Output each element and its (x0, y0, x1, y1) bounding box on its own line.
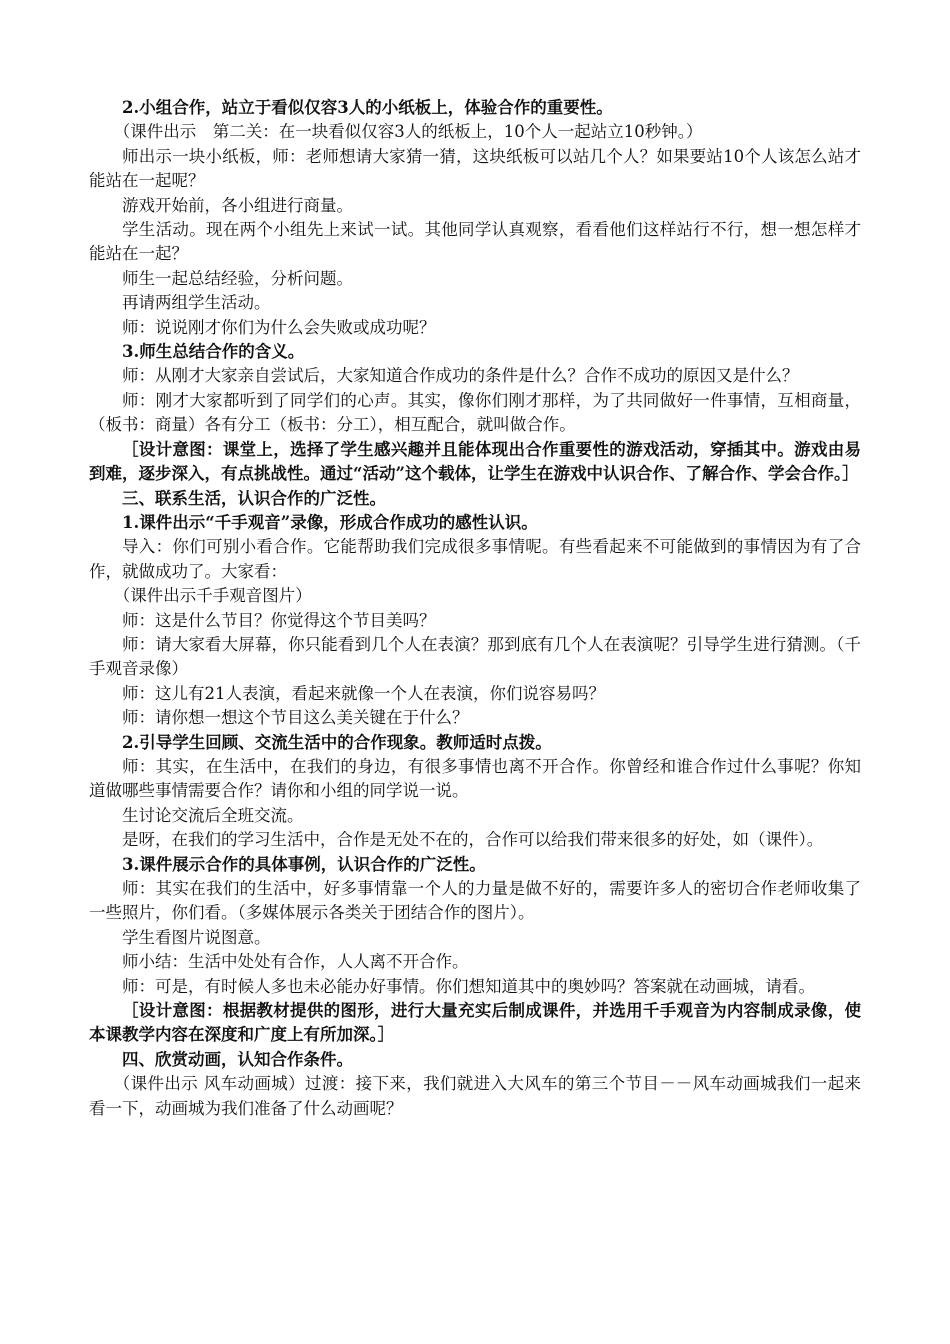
paragraph: 师：这是什么节目？你觉得这个节目美吗？ (122, 610, 436, 630)
paragraph: 师：其实，在生活中，在我们的身边，有很多事情也离不开合作。你曾经和谁合作过什么事呢？你知道做哪些事情需要合作？请你和小组的同学说一说。 (89, 756, 861, 801)
paragraph: 学生看图片说图意。 (122, 927, 271, 947)
paragraph: 导入：你们可别小看合作。它能帮助我们完成很多事情呢。有些看起来不可能做到的事情因为有了合作，就做成功了。大家看： (89, 537, 861, 581)
paragraph: （课件出示 风车动画城）过渡：接下来，我们就进入大风车的第三个节目－－风车动画城我们一起来看一下，动画城为我们准备了什么动画呢？ (89, 1074, 861, 1118)
heading-cooperation-meaning: 3.师生总结合作的含义。 (122, 342, 305, 362)
paragraph: 师：其实在我们的生活中，好多事情靠一个人的力量是做不好的，需要许多人的密切合作老师收集了一些照片，你们看。（多媒体展示各类关于团结合作的图片）。 (89, 879, 861, 923)
paragraph: 师：可是，有时候人多也未必能办好事情。你们想知道其中的奥妙吗？答案就在动画城，请看。 (122, 976, 815, 996)
paragraph: 师：请你想一想这个节目这么美关键在于什么？ (122, 708, 469, 728)
paragraph: 师：这儿有21人表演，看起来就像一个人在表演，你们说容易吗？ (122, 683, 605, 703)
design-intent-note: ［设计意图：根据教材提供的图形，进行大量充实后制成课件，并选用千手观音为内容制成录像，使本课教学内容在深度和广度上有所加深。］ (89, 1001, 861, 1045)
paragraph: 游戏开始前，各小组进行商量。 (122, 195, 353, 215)
section-heading-4: 四、欣赏动画，认知合作条件。 (122, 1049, 353, 1069)
paragraph: 生讨论交流后全班交流。 (122, 805, 304, 825)
paragraph: 师：说说刚才你们为什么会失败或成功呢？ (122, 317, 436, 337)
paragraph: 师：请大家看大屏幕，你只能看到几个人在表演？那到底有几个人在表演呢？引导学生进行猜测。（千手观音录像） (89, 634, 861, 679)
paragraph: 师：从刚才大家亲自尝试后，大家知道合作成功的条件是什么？合作不成功的原因又是什么？ (122, 366, 799, 386)
heading-group-cooperation: 2.小组合作，站立于看似仅容3人的小纸板上，体验合作的重要性。 (122, 98, 613, 117)
subheading-1: 1.课件出示“千手观音”录像，形成合作成功的感性认识。 (122, 512, 538, 532)
paragraph: 再请两组学生活动。 (122, 293, 271, 313)
subheading-2: 2.引导学生回顾、交流生活中的合作现象。教师适时点拨。 (122, 732, 552, 752)
paragraph: 师小结：生活中处处有合作，人人离不开合作。 (122, 952, 469, 972)
paragraph: 学生活动。现在两个小组先上来试一试。其他同学认真观察，看看他们这样站行不行，想一想怎样才能站在一起？ (89, 220, 861, 264)
section-heading-3: 三、联系生活，认识合作的广泛性。 (122, 488, 386, 508)
paragraph: （课件出示千手观音图片） (113, 586, 312, 606)
paragraph: 师出示一块小纸板，师：老师想请大家猜一猜，这块纸板可以站几个人？如果要站10个人该怎么站才能站在一起呢？ (89, 146, 861, 191)
document-page (89, 96, 861, 1121)
subheading-3: 3.课件展示合作的具体事例，认识合作的广泛性。 (122, 854, 486, 874)
paragraph: 是呀，在我们的学习生活中，合作是无处不在的，合作可以给我们带来很多的好处，如（课件）。 (122, 830, 824, 850)
design-intent-note: ［设计意图：课堂上，选择了学生感兴趣并且能体现出合作重要性的游戏活动，穿插其中。游戏由易到难，逐步深入，有点挑战性。通过“活动”这个载体，让学生在游戏中认识合作、了解合作、学会合作。］ (89, 439, 861, 484)
paragraph: （课件出示 第二关：在一块看似仅容3人的纸板上，10个人一起站立10秒钟。） (113, 122, 703, 142)
paragraph: 师生一起总结经验，分析问题。 (122, 268, 353, 288)
paragraph: 师：刚才大家都听到了同学们的心声。其实，像你们刚才那样，为了共同做好一件事情，互相商量，（板书：商量）各有分工（板书：分工），相互配合，就叫做合作。 (89, 390, 861, 435)
